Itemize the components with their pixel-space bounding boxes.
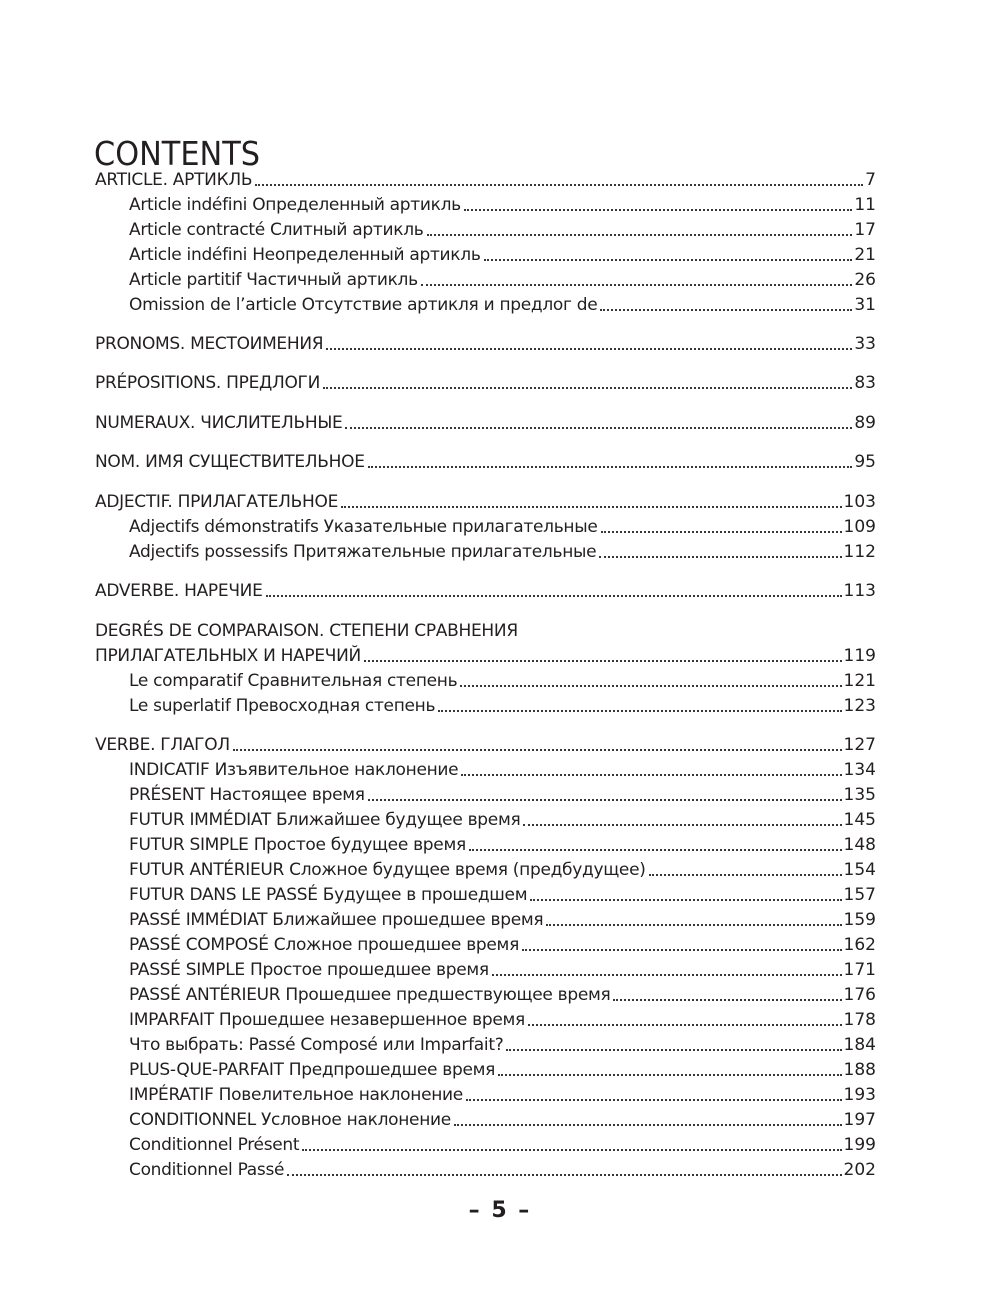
toc-chapter-entry[interactable] (95, 448, 876, 473)
dot-leader (341, 491, 842, 513)
dot-leader (287, 1159, 841, 1181)
toc-entry-label: PRÉPOSITIONS. ПРЕДЛОГИ (95, 373, 321, 393)
dot-leader (498, 1059, 841, 1081)
toc-section-entry[interactable] (129, 1106, 876, 1131)
toc-section-entry[interactable] (129, 191, 876, 216)
toc-entry-label: CONDITIONNEL Условное наклонение (129, 1110, 451, 1130)
toc-entry-label: NUMERAUX. ЧИСЛИТЕЛЬНЫЕ (95, 413, 343, 433)
toc-page-number: 134 (843, 760, 876, 780)
toc-entry-label: ADJECTIF. ПРИЛАГАТЕЛЬНОЕ (95, 492, 339, 512)
toc-section-entry[interactable] (129, 241, 876, 266)
dot-leader (530, 884, 841, 906)
toc-page-number: 135 (843, 785, 876, 805)
toc-section-entry[interactable] (129, 216, 876, 241)
toc-chapter-entry[interactable] (95, 488, 876, 513)
dot-leader (364, 645, 842, 667)
toc-page-number: 17 (854, 220, 876, 240)
toc-entry-label: Conditionnel Passé (129, 1160, 285, 1180)
toc-entry-label: Conditionnel Présent (129, 1135, 300, 1155)
toc-page-number: 83 (854, 373, 876, 393)
toc-entry-label: Article contracté Слитный артикль (129, 220, 424, 240)
toc-page-number: 26 (854, 270, 876, 290)
toc-page-number: 21 (854, 245, 876, 265)
dot-leader (302, 1134, 841, 1156)
dot-leader (484, 244, 853, 266)
dot-leader (466, 1084, 842, 1106)
toc-chapter-entry[interactable] (95, 330, 876, 355)
toc-page-number: 109 (843, 517, 876, 537)
dot-leader (546, 909, 841, 931)
toc-entry-label: PASSÉ SIMPLE Простое прошедшее время (129, 960, 489, 980)
toc-page-number: 113 (843, 581, 876, 601)
dot-leader (601, 516, 842, 538)
toc-entry-label: FUTUR SIMPLE Простое будущее время (129, 835, 466, 855)
toc-section-entry[interactable] (129, 1081, 876, 1106)
toc-page-number: 184 (843, 1035, 876, 1055)
toc-chapter-entry[interactable] (95, 731, 876, 756)
toc-section-entry[interactable] (129, 1131, 876, 1156)
toc-page-number: 176 (843, 985, 876, 1005)
dot-leader (421, 269, 853, 291)
toc-page-number: 188 (843, 1060, 876, 1080)
toc-entry-label: PASSÉ IMMÉDIAT Ближайшее прошедшее время (129, 910, 544, 930)
toc-chapter-entry[interactable] (95, 642, 876, 667)
toc-chapter-entry[interactable] (95, 369, 876, 394)
toc-section-entry[interactable] (129, 956, 876, 981)
toc-page-number: 33 (854, 334, 876, 354)
toc-entry-label: ARTICLE. АРТИКЛЬ (95, 170, 253, 190)
toc-section-entry[interactable] (129, 1156, 876, 1181)
toc-chapter-entry[interactable] (95, 409, 876, 434)
toc-page-number: 119 (843, 646, 876, 666)
toc-section-entry[interactable] (129, 906, 876, 931)
toc-page-number: 157 (843, 885, 876, 905)
dot-leader (613, 984, 841, 1006)
toc-page-number: 11 (854, 195, 876, 215)
toc-page-number: 112 (843, 542, 876, 562)
toc-section-entry[interactable] (129, 266, 876, 291)
dot-leader (461, 759, 841, 781)
toc-entry-label: IMPARFAIT Прошедшее незавершенное время (129, 1010, 525, 1030)
toc-entry-label: PASSÉ COMPOSÉ Сложное прошедшее время (129, 935, 520, 955)
dot-leader (345, 412, 852, 434)
toc-section-entry[interactable] (129, 1056, 876, 1081)
toc-entry-label: Что выбрать: Passé Composé или Imparfait? (129, 1035, 504, 1055)
toc-section-entry[interactable] (129, 831, 876, 856)
toc-page-number: 154 (843, 860, 876, 880)
page-title: CONTENTS (94, 134, 261, 174)
toc-entry-label: IMPÉRATIF Повелительное наклонение (129, 1085, 463, 1105)
toc-entry-label: Article partitif Частичный артикль (129, 270, 418, 290)
dot-leader (323, 372, 852, 394)
toc-section-entry[interactable] (129, 806, 876, 831)
toc-entry-label: Article indéfini Неопределенный артикль (129, 245, 481, 265)
toc-chapter-entry[interactable] (95, 166, 876, 191)
toc-page-number: 7 (865, 170, 876, 190)
toc-entry-label: PRÉSENT Настоящее время (129, 785, 365, 805)
toc-page-number: 148 (843, 835, 876, 855)
dot-leader (326, 333, 852, 355)
dot-leader (266, 580, 842, 602)
toc-section-entry[interactable] (129, 667, 876, 692)
toc-entry-label: PLUS-QUE-PARFAIT Предпрошедшее время (129, 1060, 496, 1080)
toc-entry-label: Adjectifs possessifs Притяжательные прилагательные (129, 542, 597, 562)
toc-page-number: 178 (843, 1010, 876, 1030)
dot-leader (492, 959, 842, 981)
toc-page-number: 103 (843, 492, 876, 512)
page-number: – 5 – (468, 1198, 532, 1223)
dot-leader (600, 294, 852, 316)
toc-section-entry[interactable] (129, 931, 876, 956)
toc-entry-label: Omission de l’article Отсутствие артикля и предлог de (129, 295, 598, 315)
toc-section-entry[interactable] (129, 1006, 876, 1031)
toc-page-number: 197 (843, 1110, 876, 1130)
toc-page-number: 159 (843, 910, 876, 930)
toc-section-entry[interactable] (129, 1031, 876, 1056)
toc-section-entry[interactable] (129, 981, 876, 1006)
toc-entry-label: DEGRÉS DE COMPARAISON. СТЕПЕНИ СРАВНЕНИЯ (95, 621, 518, 641)
toc-entry-label: FUTUR IMMÉDIAT Ближайшее будущее время (129, 810, 521, 830)
toc-entry-label: PASSÉ ANTÉRIEUR Прошедшее предшествующее время (129, 985, 611, 1005)
toc-page-number: 171 (843, 960, 876, 980)
toc-page-number: 145 (843, 810, 876, 830)
toc-entry-label: FUTUR DANS LE PASSÉ Будущее в прошедшем (129, 885, 528, 905)
toc-section-entry[interactable] (129, 881, 876, 906)
toc-page-number: 162 (843, 935, 876, 955)
toc-page-number: 127 (843, 735, 876, 755)
dot-leader (454, 1109, 842, 1131)
toc-entry-label: NOM. ИМЯ СУЩЕСТВИТЕЛЬНОЕ (95, 452, 365, 472)
toc-entry-label: Adjectifs démonstratifs Указательные прилагательные (129, 517, 598, 537)
toc-entry-label: FUTUR ANTÉRIEUR Сложное будущее время (предбудущее) (129, 860, 646, 880)
dot-leader (368, 451, 853, 473)
dot-leader (599, 541, 841, 563)
toc-entry-label: Article indéfini Определенный артикль (129, 195, 461, 215)
dot-leader (522, 934, 842, 956)
toc-page-number: 31 (854, 295, 876, 315)
toc-entry-label: VERBE. ГЛАГОЛ (95, 735, 230, 755)
dot-leader (506, 1034, 841, 1056)
dot-leader (438, 695, 841, 717)
toc-entry-label: ПРИЛАГАТЕЛЬНЫХ И НАРЕЧИЙ (95, 646, 361, 666)
dot-leader (469, 834, 842, 856)
toc-page-number: 121 (843, 671, 876, 691)
toc-page-number: 95 (854, 452, 876, 472)
toc-page-number: 123 (843, 696, 876, 716)
toc-entry-label: PRONOMS. МЕСТОИМЕНИЯ (95, 334, 324, 354)
toc-page-number: 202 (843, 1160, 876, 1180)
toc-section-entry[interactable] (129, 856, 876, 881)
toc-page-number: 199 (843, 1135, 876, 1155)
toc-chapter-entry[interactable] (95, 577, 876, 602)
dot-leader (528, 1009, 842, 1031)
dot-leader (368, 784, 842, 806)
dot-leader (255, 169, 863, 191)
toc-section-entry[interactable] (129, 781, 876, 806)
toc-chapter-entry[interactable] (95, 617, 876, 642)
toc-section-entry[interactable] (129, 756, 876, 781)
toc-section-entry[interactable] (129, 513, 876, 538)
toc-entry-label: ADVERBE. НАРЕЧИЕ (95, 581, 263, 601)
dot-leader (233, 734, 842, 756)
dot-leader (427, 219, 853, 241)
toc-entry-label: INDICATIF Изъявительное наклонение (129, 760, 459, 780)
toc-section-entry[interactable] (129, 692, 876, 717)
toc-section-entry[interactable] (129, 538, 876, 563)
toc-page-number: 193 (843, 1085, 876, 1105)
toc-entry-label: Le superlatif Превосходная степень (129, 696, 436, 716)
toc-page-number: 89 (854, 413, 876, 433)
dot-leader (523, 809, 841, 831)
toc-entry-label: Le comparatif Сравнительная степень (129, 671, 458, 691)
toc-section-entry[interactable] (129, 291, 876, 316)
dot-leader (464, 194, 852, 216)
dot-leader (649, 859, 842, 881)
dot-leader (460, 670, 841, 692)
